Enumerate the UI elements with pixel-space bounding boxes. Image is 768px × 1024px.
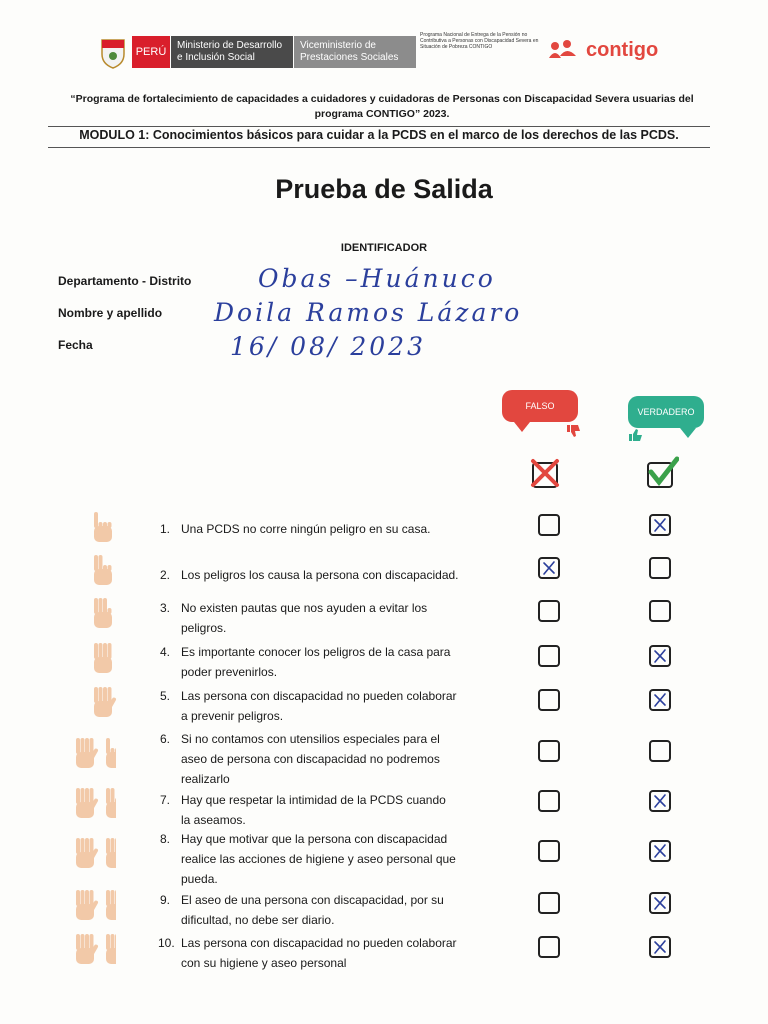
question-text: a prevenir peligros.	[181, 709, 284, 723]
question-number: 5.	[160, 689, 171, 703]
counting-hand-icon	[72, 886, 116, 922]
false-checkbox[interactable]	[538, 740, 560, 762]
thumbs-up-icon	[628, 428, 644, 442]
counting-hand-icon	[72, 930, 116, 966]
question-text: Hay que respetar la intimidad de la PCDS cuando	[181, 793, 446, 807]
question-number: 4.	[160, 645, 171, 659]
true-badge-tail	[680, 428, 696, 438]
counting-hand-icon	[72, 734, 116, 770]
question-number: 10.	[158, 936, 175, 950]
question-text: aseo de persona con discapacidad no podremos	[181, 752, 440, 766]
counting-hand-icon	[84, 594, 128, 630]
true-checkbox[interactable]	[649, 790, 671, 812]
false-checkbox[interactable]	[538, 600, 560, 622]
question-text: dificultad, no debe ser diario.	[181, 913, 335, 927]
counting-hand-icon	[84, 639, 128, 675]
question-number: 1.	[160, 522, 171, 536]
true-checkbox[interactable]	[649, 645, 671, 667]
identifier-heading: IDENTIFICADOR	[340, 242, 428, 254]
name-value: Doila Ramos Lázaro	[214, 298, 523, 327]
divider-bottom	[48, 147, 710, 148]
true-checkbox[interactable]	[649, 514, 671, 536]
module-title: MODULO 1: Conocimientos básicos para cuidar a la PCDS en el marco de los derechos de las PCDS.	[79, 128, 679, 142]
divider-top	[48, 126, 710, 127]
false-example-box	[532, 462, 558, 488]
program-description: Programa Nacional de Entrega de la Pensión no Contributiva a Personas con Discapacidad Severa en Situación de Pobreza CONTIGO	[420, 32, 539, 50]
counting-hand-icon	[84, 508, 128, 544]
false-checkbox[interactable]	[538, 790, 560, 812]
false-checkbox[interactable]	[538, 514, 560, 536]
page-title: Prueba de Salida	[275, 174, 493, 204]
question-text: realice las acciones de higiene y aseo personal que	[181, 852, 456, 866]
department-label: Departamento - Distrito	[58, 274, 192, 288]
false-badge-label: FALSO	[502, 390, 578, 422]
question-number: 6.	[160, 732, 171, 746]
question-text: Los peligros los causa la persona con discapacidad.	[181, 568, 459, 582]
question-text: Hay que motivar que la persona con discapacidad	[181, 832, 448, 846]
question-text: realizarlo	[181, 772, 230, 786]
question-text: poder prevenirlos.	[181, 665, 278, 679]
contigo-logo	[548, 36, 663, 64]
false-checkbox[interactable]	[538, 936, 560, 958]
false-badge	[502, 390, 578, 422]
viceministry-label: Viceministerio de Prestaciones Sociales	[294, 36, 416, 68]
program-title: “Programa de fortalecimiento de capacidades a cuidadores y cuidadoras de Personas con Discapacidad Severa usuarias del programa CONTIGO” 2023.	[70, 93, 694, 120]
false-checkbox[interactable]	[538, 645, 560, 667]
question-text: peligros.	[181, 621, 227, 635]
question-text: No existen pautas que nos ayuden a evitar los	[181, 601, 428, 615]
question-number: 7.	[160, 793, 171, 807]
question-number: 3.	[160, 601, 171, 615]
false-checkbox[interactable]	[538, 557, 560, 579]
true-checkbox[interactable]	[649, 936, 671, 958]
counting-hand-icon	[84, 683, 128, 719]
question-text: Si no contamos con utensilios especiales para el	[181, 732, 440, 746]
question-text: con su higiene y aseo personal	[181, 956, 347, 970]
true-badge-label: VERDADERO	[628, 396, 704, 428]
true-checkbox[interactable]	[649, 600, 671, 622]
question-number: 9.	[160, 893, 171, 907]
question-number: 2.	[160, 568, 171, 582]
true-checkbox[interactable]	[649, 740, 671, 762]
question-text: El aseo de una persona con discapacidad, por su	[181, 893, 444, 907]
question-text: Es importante conocer los peligros de la casa para	[181, 645, 451, 659]
false-checkbox[interactable]	[538, 840, 560, 862]
date-value: 16/ 08/ 2023	[230, 332, 426, 361]
true-checkbox[interactable]	[649, 840, 671, 862]
counting-hand-icon	[72, 784, 116, 820]
false-checkbox[interactable]	[538, 892, 560, 914]
question-text: la aseamos.	[181, 813, 246, 827]
false-badge-tail	[514, 422, 530, 432]
ministry-label: Ministerio de Desarrollo e Inclusión Social	[171, 36, 293, 68]
question-text: Una PCDS no corre ningún peligro en su casa.	[181, 522, 431, 536]
false-checkbox[interactable]	[538, 689, 560, 711]
question-number: 8.	[160, 832, 171, 846]
peru-shield-icon	[98, 36, 128, 70]
true-example-box	[647, 462, 673, 488]
question-text: Las persona con discapacidad no pueden colaborar	[181, 936, 457, 950]
true-checkbox[interactable]	[649, 689, 671, 711]
counting-hand-icon	[72, 834, 116, 870]
true-checkbox[interactable]	[649, 892, 671, 914]
true-checkbox[interactable]	[649, 557, 671, 579]
question-text: pueda.	[181, 872, 218, 886]
people-icon	[548, 40, 582, 60]
question-text: Las persona con discapacidad no pueden colaborar	[181, 689, 457, 703]
name-label: Nombre y apellido	[58, 306, 163, 320]
brand-name: contigo	[586, 38, 659, 61]
true-badge	[628, 396, 704, 428]
peru-label: PERÚ	[132, 36, 170, 68]
counting-hand-icon	[84, 551, 128, 587]
thumbs-down-icon	[566, 424, 582, 438]
department-value: Obas –Huánuco	[258, 264, 496, 293]
date-label: Fecha	[58, 338, 93, 352]
